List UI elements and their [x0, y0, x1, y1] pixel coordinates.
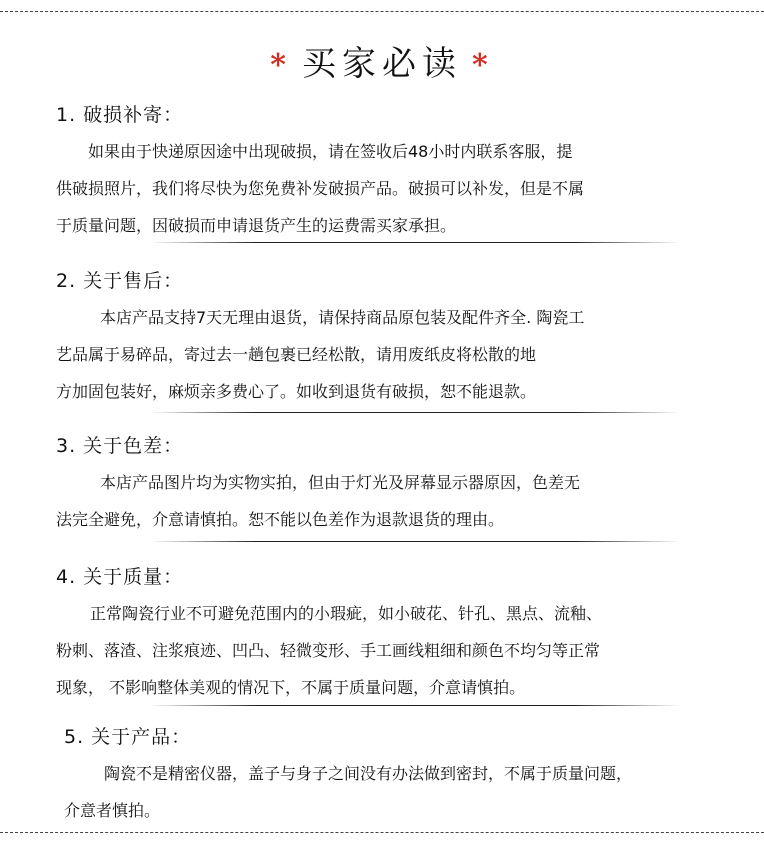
body-line: 本店产品支持7天无理由退货，请保持商品原包装及配件齐全. 陶瓷工: [100, 308, 585, 327]
section-divider: [150, 242, 680, 243]
body-line: 现象， 不影响整体美观的情况下，不属于质量问题，介意请慎拍。: [56, 678, 526, 697]
top-dashed-border: [0, 11, 764, 12]
section-after-sales: [56, 266, 716, 410]
section-divider: [150, 541, 680, 542]
section-heading: 4. 关于质量：: [56, 566, 184, 588]
page-title: [0, 36, 764, 85]
section-color-difference: [56, 431, 716, 538]
section-body: [64, 755, 724, 829]
section-heading: 3. 关于色差：: [56, 435, 184, 457]
body-line: 正常陶瓷行业不可避免范围内的小瑕疵，如小破花、针孔、黑点、流釉、: [90, 604, 603, 623]
section-body: [56, 595, 716, 706]
star-icon: *: [472, 48, 494, 83]
page-title-text: 买家必读: [302, 44, 462, 84]
body-line: 供破损照片，我们将尽快为您免费补发破损产品。破损可以补发，但是不属: [56, 179, 585, 198]
section-heading: 5. 关于产品：: [64, 726, 192, 748]
body-line: 粉刺、落渣、注浆痕迹、凹凸、轻微变形、手工画线粗细和颜色不均匀等正常: [56, 641, 601, 660]
body-line: 本店产品图片均为实物实拍，但由于灯光及屏幕显示器原因，色差无: [100, 473, 581, 492]
body-line: 如果由于快递原因途中出现破损，请在签收后48小时内联系客服，提: [88, 142, 573, 161]
bottom-dashed-border: [0, 832, 764, 833]
body-line: 于质量问题，因破损而申请退货产生的运费需买家承担。: [56, 216, 457, 235]
section-body: [56, 299, 716, 410]
section-heading: 2. 关于售后：: [56, 270, 184, 292]
section-divider: [150, 705, 680, 706]
section-damage-reshipment: [56, 100, 716, 244]
star-icon: *: [270, 48, 292, 83]
section-heading: 1. 破损补寄：: [56, 104, 184, 126]
body-line: 方加固包装好，麻烦亲多费心了。如收到退货有破损，恕不能退款。: [56, 382, 537, 401]
section-body: [56, 133, 716, 244]
section-quality: [56, 562, 716, 706]
body-line: 艺品属于易碎品，寄过去一趟包裹已经松散，请用废纸皮将松散的地: [56, 345, 537, 364]
body-line: 陶瓷不是精密仪器，盖子与身子之间没有办法做到密封，不属于质量问题，: [104, 764, 633, 783]
section-divider: [150, 412, 680, 413]
section-body: [56, 464, 716, 538]
section-product: [64, 722, 724, 829]
body-line: 介意者慎拍。: [64, 801, 161, 820]
body-line: 法完全避免，介意请慎拍。恕不能以色差作为退款退货的理由。: [56, 510, 505, 529]
